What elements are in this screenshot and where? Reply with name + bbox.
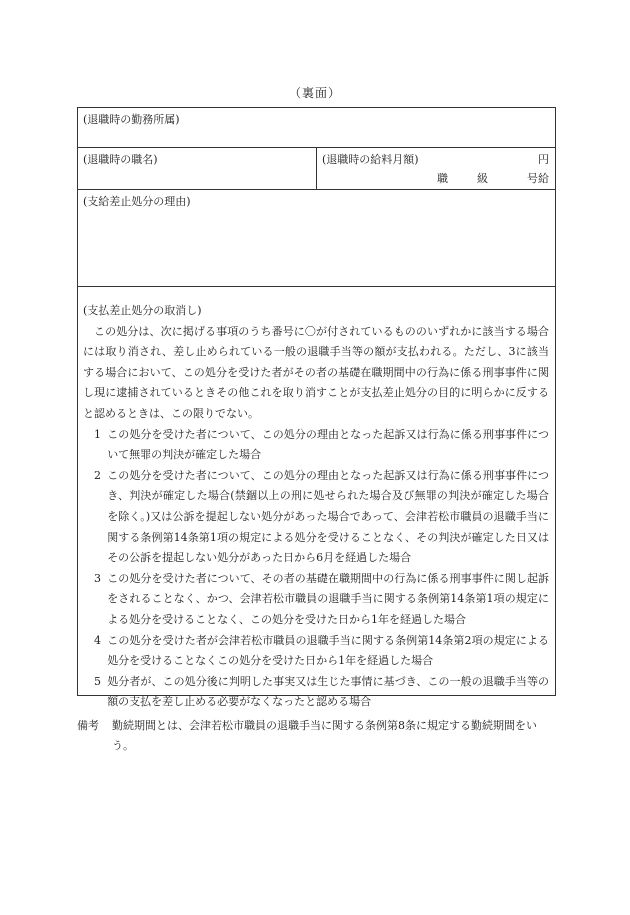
form-table (77, 107, 556, 709)
item-number: 5 (94, 674, 101, 688)
salary-cell (317, 148, 555, 189)
cancellation-item-1 (85, 425, 549, 466)
item-number: 4 (94, 633, 101, 647)
grade-shoku: 職 (437, 172, 448, 185)
remarks-label: 備考 (77, 719, 99, 732)
grade-gokyu: 号給 (527, 172, 549, 185)
office-row (78, 108, 555, 148)
reason-label: (支給差止処分の理由) (83, 195, 191, 208)
item-text: 処分者が、この処分後に判明した事実又は生じた事情に基づき、この一般の退職手当等の額の支払を差し止める必要がなくなったと認める場合 (107, 674, 549, 709)
position-salary-row (78, 148, 555, 190)
reason-row (78, 190, 555, 287)
salary-label: (退職時の給料月額) (322, 153, 419, 166)
cancellation-intro: この処分は、次に掲げる事項のうち番号に〇が付されているもののいずれかに該当する場合には取り消され、差し止められている一般の退職手当等の額が支払われる。ただし、3に該当する場合において、この処分を受けた者がその者の基礎在職期間中の行為に係る刑事事件に関し現に逮捕されているときその他これを取り消すことが支払差止処分の目的に明らかに反すると認めるときは、この限りでない。 (83, 324, 549, 420)
item-number: 1 (94, 427, 101, 441)
office-label: (退職時の勤務所属) (83, 113, 180, 126)
position-label: (退職時の職名) (83, 153, 158, 166)
item-number: 3 (94, 571, 101, 585)
position-cell (78, 148, 317, 189)
remarks-text: 勤続期間とは、会津若松市職員の退職手当に関する条例第8条に規定する勤続期間をいう。 (112, 719, 537, 752)
cancellation-label: (支払差止処分の取消し) (83, 304, 202, 317)
yen-unit: 円 (538, 153, 549, 166)
item-text: この処分を受けた者について、この処分の理由となった起訴又は行為に係る刑事事件につき、判決が確定した場合(禁錮以上の刑に処せられた場合及び無罪の判決が確定した場合を除く。)又は公訴を提起しない処分があった場合であって、会津若松市職員の退職手当に関する条例第14条第1項の規定による処分を受けることなく、その判決が確定した日又はその公訴を提起しない処分があった日から6月を経過した場合 (107, 468, 549, 565)
item-text: この処分を受けた者について、この処分の理由となった起訴又は行為に係る刑事事件について無罪の判決が確定した場合 (107, 427, 549, 462)
item-text: この処分を受けた者が会津若松市職員の退職手当に関する条例第14条第2項の規定による処分を受けることなくこの処分を受けた日から1年を経過した場合 (107, 633, 549, 668)
remarks (77, 716, 557, 756)
item-text: この処分を受けた者について、その者の基礎在職期間中の行為に係る刑事事件に関し起訴をされることなく、かつ、会津若松市職員の退職手当に関する条例第14条第1項の規定による処分を受けることなく、この処分を受けた日から1年を経過した場合 (107, 571, 549, 626)
cancellation-item-3 (85, 569, 549, 631)
grade-line (437, 170, 549, 186)
cancellation-item-4 (85, 631, 549, 672)
grade-kyu: 級 (477, 172, 488, 185)
cancellation-item-5 (85, 672, 549, 713)
item-number: 2 (94, 468, 101, 482)
page-heading: （裏面） (288, 86, 341, 100)
cancellation-row (78, 287, 555, 709)
cancellation-body (83, 301, 549, 713)
cancellation-item-2 (85, 466, 549, 569)
